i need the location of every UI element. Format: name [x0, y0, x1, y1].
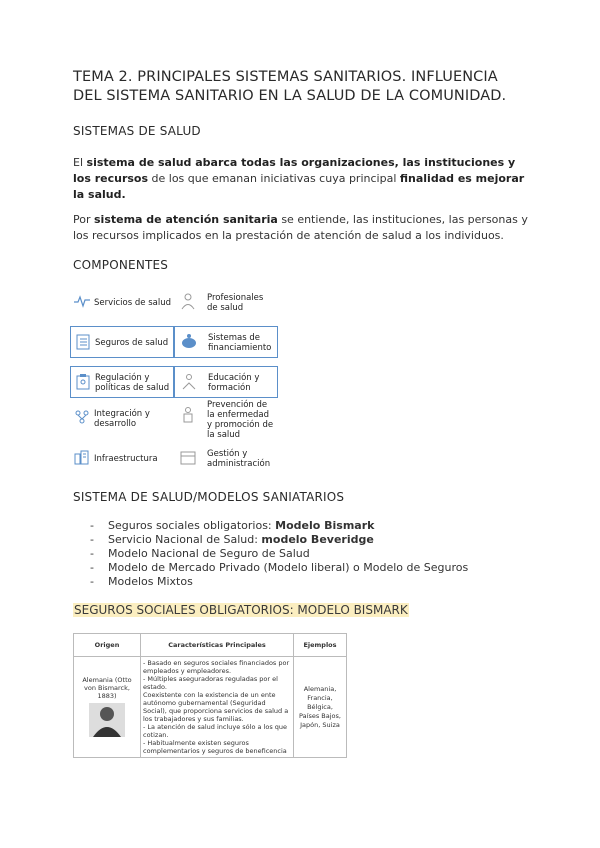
bismark-table — [73, 633, 347, 758]
table-cell-caracteristicas — [141, 657, 294, 758]
table-cell-ejemplos: Alemania, Francia, Bélgica, Países Bajos, Japón, Suiza — [294, 657, 347, 758]
component-label: Seguros de salud — [95, 337, 169, 348]
component-educacion — [174, 366, 278, 398]
piggy-bank-icon — [180, 333, 198, 351]
origen-text: Alemania (Otto von Bismarck, 1883) — [82, 675, 132, 700]
component-label: Regulación y políticas de salud — [95, 372, 170, 393]
component-infraestructura — [70, 442, 174, 474]
list-item: - Seguros sociales obligatorios: Modelo Bismark — [90, 519, 468, 533]
list-item: - Servicio Nacional de Salud: modelo Beveridge — [90, 533, 468, 547]
caracteristica: - Múltiples aseguradoras reguladas por el estado. — [143, 675, 278, 691]
bismark-heading: SEGUROS SOCIALES OBLIGATORIOS: MODELO BISMARK — [74, 603, 408, 617]
reading-person-icon — [180, 373, 198, 391]
table-row — [74, 657, 347, 758]
p1-text-c: de los que emanan iniciativas cuya principal — [148, 172, 400, 185]
component-label: Infraestructura — [94, 453, 158, 464]
p2-text-a: Por — [73, 213, 94, 226]
component-regulacion — [70, 366, 174, 398]
table-header: Características Principales — [141, 634, 294, 657]
p2-text-c: se entiende, las instituciones, las personas y los recursos implicados en la prestación de atención de salud a los individuos. — [73, 213, 528, 242]
sistemas-heading: SISTEMAS DE SALUD — [73, 124, 201, 138]
clipboard-icon — [74, 373, 92, 391]
page-title — [73, 68, 533, 106]
componentes-heading: COMPONENTES — [73, 258, 169, 272]
modelos-list — [90, 519, 468, 589]
component-integracion — [70, 402, 174, 434]
component-label: Profesionales de salud — [207, 292, 264, 313]
caracteristica: - Habitualmente existen seguros complementarios y seguros de beneficencia — [143, 739, 287, 755]
p1-bold-b: sistema de salud abarca todas las organizaciones, las instituciones y los recursos — [73, 156, 516, 185]
component-label: Sistemas de financiamiento — [208, 332, 272, 353]
title-line-1: TEMA 2. PRINCIPALES SISTEMAS SANITARIOS. INFLUENCIA — [73, 69, 498, 85]
people-network-icon — [73, 408, 91, 426]
component-prevencion — [174, 400, 278, 438]
caracteristica: - La atención de salud incluye sólo a los que cotizan. — [143, 723, 288, 739]
document-list-icon — [74, 333, 92, 351]
component-label: Prevención de la enfermedad y promoción de la salud — [207, 399, 274, 440]
paragraph-atencion-sanitaria — [73, 212, 533, 244]
component-profesionales — [174, 286, 278, 318]
component-seguros — [70, 326, 174, 358]
component-servicios — [70, 286, 174, 318]
p1-bold-d: finalidad es mejorar la salud. — [73, 172, 525, 201]
health-person-icon — [179, 406, 197, 424]
component-label: Gestión y administración — [207, 448, 271, 469]
bismarck-portrait-image — [89, 703, 125, 737]
paragraph-sistema-salud — [73, 155, 533, 203]
modelos-heading: SISTEMA DE SALUD/MODELOS SANIATARIOS — [73, 490, 345, 504]
table-cell-origen — [74, 657, 141, 758]
p2-bold-b: sistema de atención sanitaria — [94, 213, 278, 226]
p1-text-a: El — [73, 156, 87, 169]
table-header: Ejemplos — [294, 634, 347, 657]
component-label: Educación y formación — [208, 372, 260, 393]
list-item: - Modelos Mixtos — [90, 575, 468, 589]
component-label: Integración y desarrollo — [94, 408, 150, 429]
caracteristica: - Basado en seguros sociales financiados por empleados y empleadores. — [143, 659, 290, 675]
caracteristica: Coexistente con la existencia de un ente autónomo gubernamental (Seguridad Social), que proporciona servicios de salud a los trabajadores y sus familias. — [143, 691, 289, 723]
list-item: - Modelo Nacional de Seguro de Salud — [90, 547, 468, 561]
component-label: Servicios de salud — [94, 297, 171, 308]
pulse-icon — [73, 292, 91, 310]
doctor-icon — [179, 292, 197, 310]
table-header: Origen — [74, 634, 141, 657]
calendar-icon — [179, 448, 197, 466]
component-gestion — [174, 442, 278, 474]
list-item: - Modelo de Mercado Privado (Modelo liberal) o Modelo de Seguros — [90, 561, 468, 575]
building-icon — [73, 448, 91, 466]
title-line-2: DEL SISTEMA SANITARIO EN LA SALUD DE LA COMUNIDAD. — [73, 88, 507, 104]
component-financiamiento — [174, 326, 278, 358]
